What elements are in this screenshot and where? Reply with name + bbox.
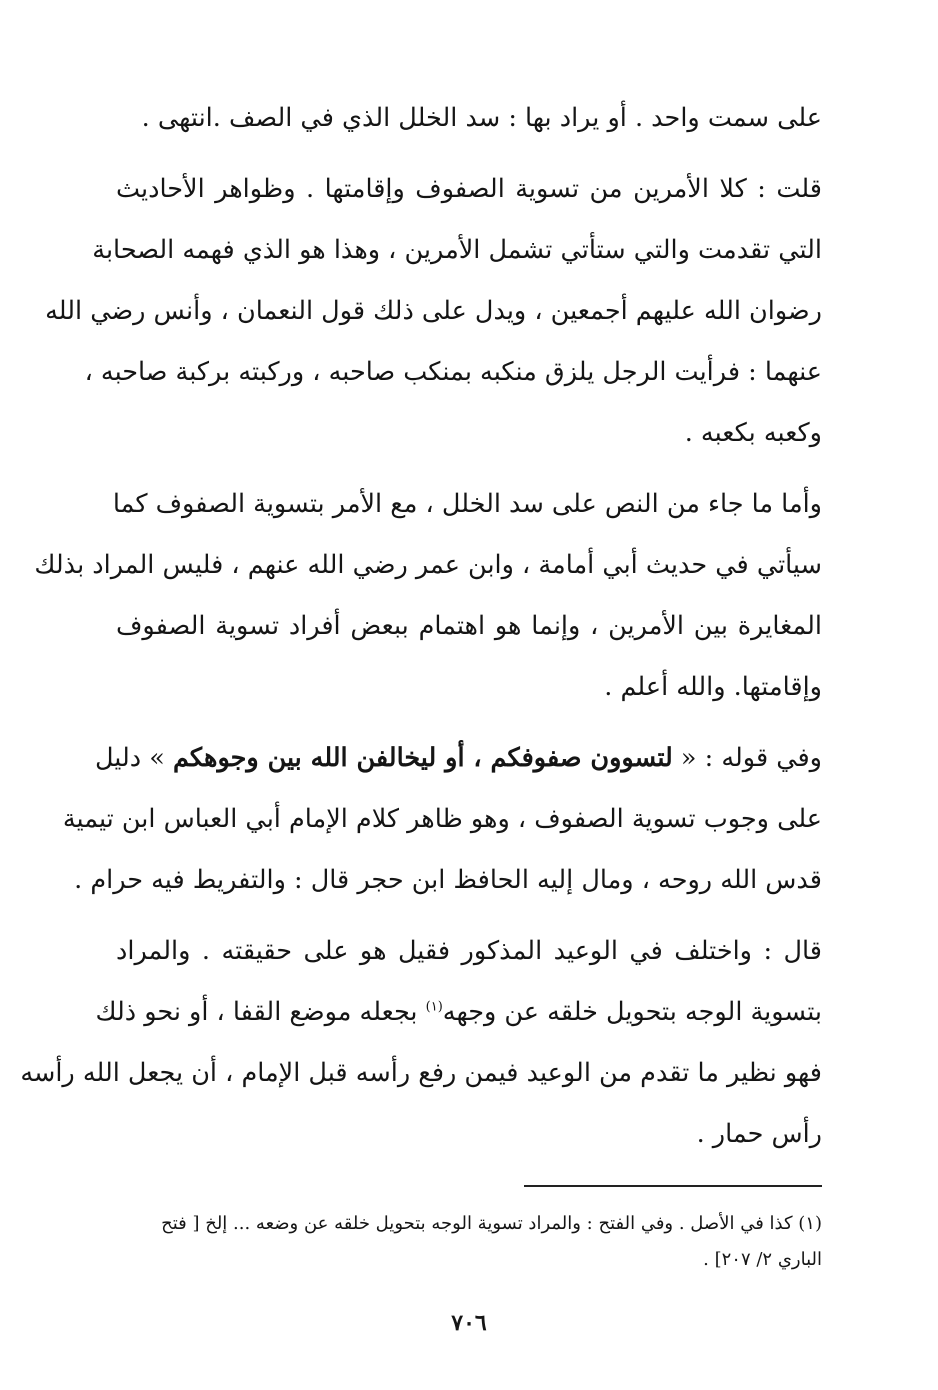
paragraph-gap [116, 149, 822, 159]
text-segment: » دليل [94, 743, 165, 773]
paragraph-gap [116, 911, 822, 921]
text-line [95, 982, 822, 1043]
page-number: ٧٠٦ [451, 1310, 487, 1336]
text-line: فهو نظير ما تقدم من الوعيد فيمن رفع رأسه قبل الإمام ، أن يجعل الله رأسه [20, 1058, 822, 1088]
paragraph-gap [116, 718, 822, 728]
footnote-line: (١) كذا في الأصل . وفي الفتح : والمراد تسوية الوجه بتحويل خلقه عن وضعه ... إلخ [ فتح [161, 1213, 822, 1234]
footnote-divider [524, 1185, 822, 1187]
text-line: التي تقدمت والتي ستأتي تشمل الأمرين ، وهذا هو الذي فهمه الصحابة [92, 235, 822, 265]
text-line: على سمت واحد . أو يراد بها : سد الخلل الذي في الصف .انتهى . [141, 103, 822, 133]
paragraph-gap [116, 464, 822, 474]
footnote-reference[interactable]: (١) [425, 999, 443, 1015]
text-segment: وفي قوله : « [680, 743, 822, 773]
text-line: رضوان الله عليهم أجمعين ، ويدل على ذلك قول النعمان ، وأنس رضي الله [45, 296, 822, 326]
text-line: على وجوب تسوية الصفوف ، وهو ظاهر كلام الإمام أبي العباس ابن تيمية [62, 804, 822, 834]
text-line [94, 728, 822, 789]
text-line: قال : واختلف في الوعيد المذكور فقيل هو على حقيقته . والمراد [116, 936, 822, 966]
text-line: عنهما : فرأيت الرجل يلزق منكبه بمنكب صاحبه ، وركبته بركبة صاحبه ، [84, 357, 822, 387]
text-line: المغايرة بين الأمرين ، وإنما هو اهتمام ببعض أفراد تسوية الصفوف [116, 611, 822, 641]
text-segment: بجعله موضع القفا ، أو نحو ذلك [95, 997, 426, 1027]
text-line: وإقامتها. والله أعلم . [604, 672, 822, 702]
text-line: رأس حمار . [696, 1119, 822, 1149]
text-segment: بتسوية الوجه بتحويل خلقه عن وجهه [442, 997, 822, 1027]
text-line: سيأتي في حديث أبي أمامة ، وابن عمر رضي الله عنهم ، فليس المراد بذلك [34, 550, 822, 580]
main-text [20, 88, 822, 1165]
footnote-line: الباري ٢/ ٢٠٧] . [703, 1249, 822, 1270]
text-line: وكعبه بكعبه . [684, 418, 822, 448]
hadith-quote: لتسوون صفوفكم ، أو ليخالفن الله بين وجوهكم [172, 743, 673, 773]
text-line: وأما ما جاء من النص على سد الخلل ، مع الأمر بتسوية الصفوف كما [112, 489, 822, 519]
text-line: قلت : كلا الأمرين من تسوية الصفوف وإقامتها . وظواهر الأحاديث [116, 174, 822, 204]
text-line: قدس الله روحه ، ومال إليه الحافظ ابن حجر قال : والتفريط فيه حرام . [74, 865, 822, 895]
